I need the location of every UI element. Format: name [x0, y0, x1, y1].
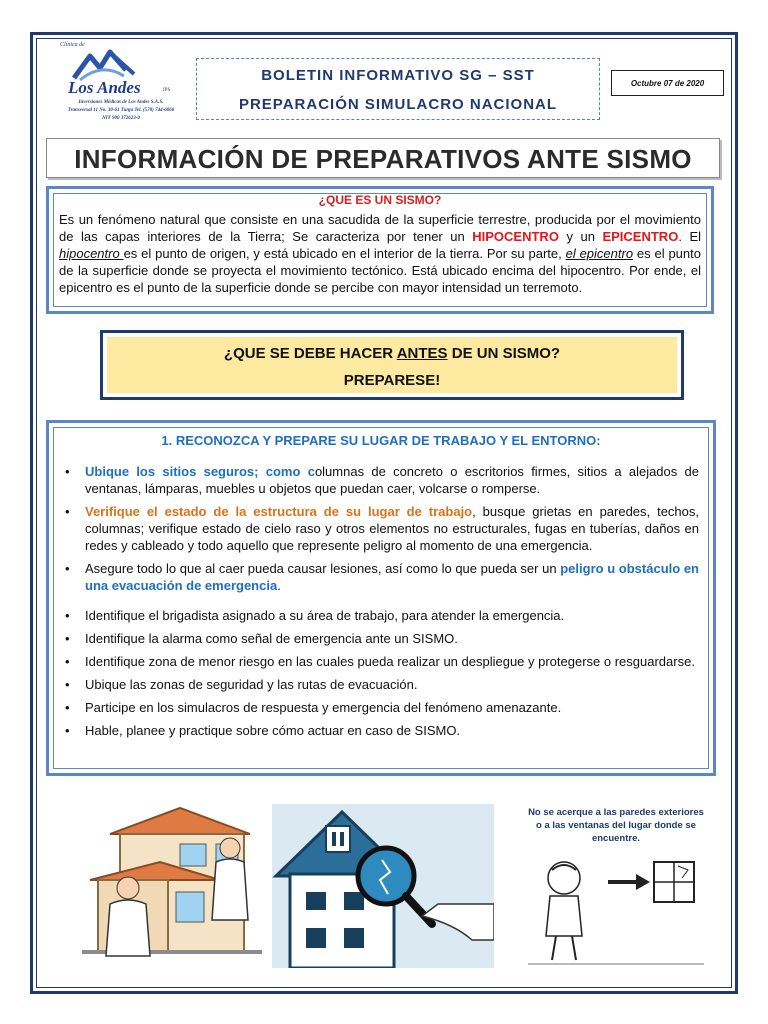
list-item: • Identifique zona de menor riesgo en las cuales pueda realizar un despliegue y protegerse o resguardarse. — [61, 653, 699, 670]
before-question — [107, 345, 677, 362]
before-earthquake-banner — [100, 330, 684, 400]
before-q-post: DE UN SISMO? — [447, 345, 561, 362]
main-title-box — [46, 138, 720, 178]
prepare-text: PREPARESE! — [343, 372, 441, 389]
list-item-text: , busque grietas en paredes, techos, columnas; verifique estado de cielo raso y otros elementos no estructurales, fugas en tuberías, daños en redes y cableado y todo aquello que represente peligro al momento de una emergencia. — [85, 504, 699, 553]
bulletin-header — [196, 58, 600, 120]
hipocentro-italic: hipocentro — [59, 246, 124, 261]
list-item-highlight: Verifique el estado de la estructura de su lugar de trabajo — [85, 504, 473, 519]
list-item — [61, 560, 699, 594]
logo-clinic-text: Clínica de — [60, 42, 85, 48]
list-item: • Identifique la alarma como señal de emergencia ante un SISMO. — [61, 630, 699, 647]
logo-company-line: Inversiones Médicas de Los Andes S.A.S. — [78, 100, 164, 105]
epicentro-term: EPICENTRO — [602, 229, 679, 244]
list-item: • Hable, planee y practique sobre cómo actuar en caso de SISMO. — [61, 722, 699, 739]
bulletin-title: BOLETIN INFORMATIVO SG – SST — [261, 67, 535, 84]
list-item — [61, 463, 699, 497]
date-box: Octubre 07 de 2020 — [611, 70, 724, 96]
banner-fill — [107, 337, 677, 393]
list-item: • Identifique el brigadista asignado a su área de trabajo, para atender la emergencia. — [61, 607, 699, 624]
clinic-logo — [46, 42, 196, 126]
list-heading: 1. RECONOZCA Y PREPARE SU LUGAR DE TRABAJO Y EL ENTORNO: — [161, 433, 601, 448]
hipocentro-term: HIPOCENTRO — [472, 229, 559, 244]
list-item-text: . — [277, 578, 281, 593]
logo-brand-text: Los Andes — [68, 78, 141, 97]
preparation-list-section — [46, 420, 716, 776]
what-text-3: . El — [678, 229, 702, 244]
preparation-list — [61, 463, 699, 745]
logo-nit-line: NIT 900 372623-0 — [102, 116, 140, 121]
what-question: ¿QUE ES UN SISMO? — [318, 193, 442, 207]
logo-ips-text: IPS — [163, 88, 171, 93]
what-paragraph — [59, 211, 701, 296]
before-q-pre: ¿QUE SE DEBE HACER — [223, 345, 397, 362]
before-q-antes: ANTES — [396, 345, 448, 362]
cracked-house-illustration — [272, 804, 494, 968]
list-item: • Ubique las zonas de seguridad y las rutas de evacuación. — [61, 676, 699, 693]
list-item: • Participe en los simulacros de respuesta y emergencia del fenómeno amenazante. — [61, 699, 699, 716]
what-text-4: es el punto de origen, y está ubicado en el interior de la tierra. Por su parte, — [123, 246, 566, 261]
epicentro-italic: el epicentro — [565, 246, 634, 261]
what-text-1: Es un fenómeno natural que consiste en una sacudida de la superficie terrestre, producida por el movimiento de las capas interiores de la Tierra; Se caracteriza por tener un — [59, 212, 701, 244]
what-text-5: es el punto de la superficie donde se proyecta el movimiento tectónico. Está ubicado encima del hipocentro. Por ende, el epicentro es el punto de la superficie donde se percibe con mayor intensidad un terremoto. — [59, 246, 701, 295]
list-item — [61, 503, 699, 554]
main-title: INFORMACIÓN DE PREPARATIVOS ANTE SISMO — [74, 144, 692, 174]
list-item-highlight: peligro u obstáculo en una evacuación de emergencia — [85, 561, 699, 593]
logo-address-line: Transversal 11 No. 30-61 Tunja Tel. (578) 744-6060 — [67, 108, 175, 113]
bulletin-subtitle: PREPARACIÓN SIMULACRO NACIONAL — [238, 96, 558, 113]
building-inspection-illustration — [70, 800, 266, 964]
what-is-earthquake-section — [46, 186, 714, 314]
list-item-highlight: Ubique los sitios seguros; como c — [85, 464, 315, 479]
list-item-text: olumnas de concreto o escritorios firmes, sitios a alejados de ventanas, lámparas, muebles u objetos que puedan caer, volcarse o romperse. — [85, 464, 699, 496]
list-item-text: Asegure todo lo que al caer pueda causar lesiones, así como lo que pueda ser un — [85, 561, 561, 576]
what-text-2: y un — [558, 229, 603, 244]
safety-caption: No se acerque a las paredes exteriores o a las ventanas del lugar donde se encuentre. — [528, 807, 704, 844]
stay-away-windows-illustration — [528, 856, 704, 968]
